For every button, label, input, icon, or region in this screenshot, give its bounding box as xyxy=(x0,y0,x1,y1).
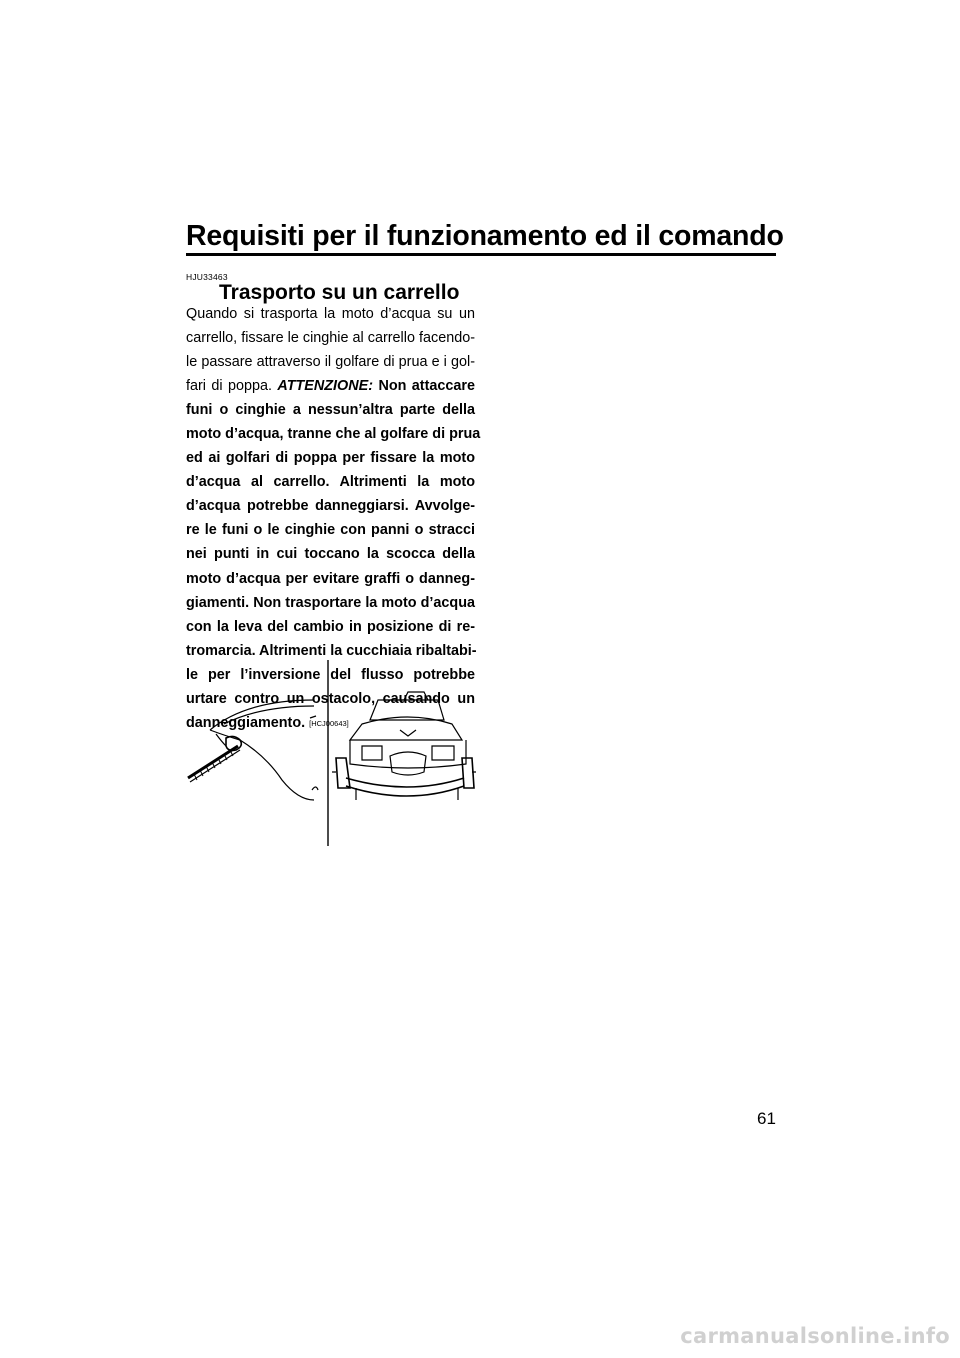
rear-trailer-view xyxy=(332,692,476,800)
warning-first: Non attaccare xyxy=(378,378,476,395)
warning-line: tromarcia. Altrimenti la cucchiaia ribaltabi- xyxy=(186,642,477,659)
bow-eye-view xyxy=(188,700,318,800)
warning-line: ed ai golfari di poppa per fissare la moto xyxy=(186,450,475,467)
body-line: le passare attraverso il golfare di prua e i gol- xyxy=(186,354,475,371)
warning-last: danneggiamento. xyxy=(186,714,306,731)
warning-label: ATTENZIONE: xyxy=(277,378,374,395)
body-line-mixed xyxy=(186,374,475,398)
warning-line: urtare contro un ostacolo, causando un xyxy=(186,690,475,707)
warning-line: re le funi o le cinghie con panni o stracci xyxy=(186,522,475,539)
body-line: Quando si trasporta la moto d’acqua su un xyxy=(186,306,475,322)
warning-line: nei punti in cui toccano la scocca della xyxy=(186,546,475,563)
warning-code: [HCJ00643] xyxy=(309,718,349,728)
watermark-logo xyxy=(530,1324,950,1350)
header-rule xyxy=(186,253,776,256)
warning-line: d’acqua al carrello. Altrimenti la moto xyxy=(186,474,475,491)
page-number: 61 xyxy=(757,1109,776,1128)
warning-line: moto d’acqua, tranne che al golfare di prua xyxy=(186,426,481,443)
warning-line: moto d’acqua per evitare graffi o danneg- xyxy=(186,570,475,587)
warning-line: le per l’inversione del flusso potrebbe xyxy=(186,666,475,683)
page-header-title: Requisiti per il funzionamento ed il comando xyxy=(186,220,784,252)
jetski-trailer-illustration xyxy=(186,660,476,846)
body-line: carrello, fissare le cinghie al carrello facendo- xyxy=(186,330,475,347)
warning-line: funi o cinghie a nessun’altra parte della xyxy=(186,402,475,419)
watermark-text: carmanualsonline.info xyxy=(680,1324,950,1348)
section-title: Trasporto su un carrello xyxy=(219,281,460,304)
section-code: HJU33463 xyxy=(186,272,228,282)
warning-line: giamenti. Non trasportare la moto d’acqua xyxy=(186,594,475,611)
warning-line: d’acqua potrebbe danneggiarsi. Avvolge- xyxy=(186,498,475,515)
intro-last: fari di poppa. xyxy=(186,378,272,395)
warning-line: con la leva del cambio in posizione di re- xyxy=(186,618,475,635)
